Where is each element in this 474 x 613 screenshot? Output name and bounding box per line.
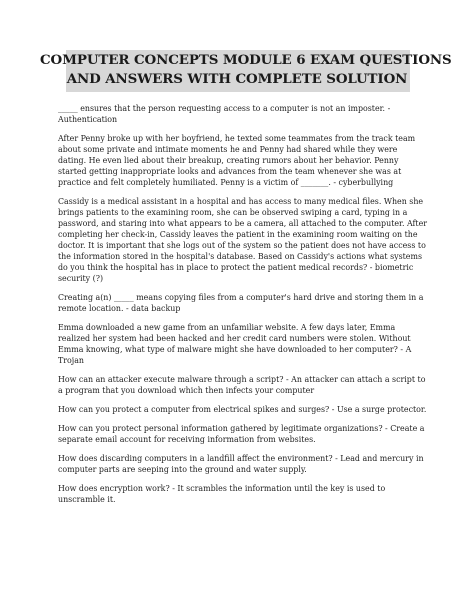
qa-line: remote location. - data backup	[58, 304, 181, 313]
qa-item	[58, 196, 428, 284]
title-line: AND ANSWERS WITH COMPLETE SOLUTION	[66, 71, 408, 87]
qa-line: _____ ensures that the person requesting access to a computer is not an imposter. -	[58, 104, 391, 113]
qa-line: Authentication	[58, 115, 118, 124]
qa-line: brings patients to the examining room, she can be observed swiping a card, typing in a	[58, 208, 408, 217]
qa-line: Cassidy is a medical assistant in a hospital and has access to many medical files. When she	[58, 197, 424, 206]
qa-line: How does encryption work? - It scrambles the information until the key is used to	[58, 484, 386, 493]
qa-item	[58, 322, 420, 366]
qa-line: How does discarding computers in a landfill affect the environment? - Lead and mercury in	[58, 454, 424, 463]
qa-line: password, and staring into what appears to be a camera, all attached to the computer. After	[58, 219, 428, 228]
qa-line: Emma downloaded a new game from an unfamiliar website. A few days later, Emma	[58, 323, 396, 332]
qa-line: unscramble it.	[58, 495, 116, 504]
qa-line: do you think the hospital has in place to protect the patient medical records? - biometric	[58, 263, 414, 272]
qa-line: a program that you download which then infects your computer	[58, 386, 315, 395]
qa-line: Trojan	[58, 356, 85, 365]
qa-line: Creating a(n) _____ means copying files from a computer's hard drive and storing them in a	[58, 293, 424, 302]
qa-item	[58, 404, 427, 415]
page-title	[40, 51, 452, 89]
qa-line: Emma knowing, what type of malware might she have downloaded to her computer? - A	[58, 345, 412, 354]
title-line: COMPUTER CONCEPTS MODULE 6 EXAM QUESTIONS	[40, 52, 452, 68]
qa-line: about some private and intimate moments he and Penny had shared while they were	[58, 145, 398, 154]
qa-line: started getting inappropriate looks and advances from the team whenever she was at	[58, 167, 402, 176]
qa-line: After Penny broke up with her boyfriend, he texted some teammates from the track team	[58, 134, 416, 143]
document-body	[58, 103, 428, 513]
qa-line: computer parts are seeping into the ground and water supply.	[58, 465, 307, 474]
qa-item	[58, 374, 426, 396]
qa-line: How can you protect a computer from electrical spikes and surges? - Use a surge protector.	[58, 405, 427, 414]
qa-item	[58, 483, 420, 505]
qa-line: realized her system had been hacked and her credit card numbers were stolen. Without	[58, 334, 411, 343]
qa-line: practice and felt completely humiliated. Penny is a victim of _______. - cyberbullying	[58, 178, 394, 187]
qa-line: separate email account for receiving information from websites.	[58, 435, 316, 444]
qa-line: How can you protect personal information gathered by legitimate organizations? - Create a	[58, 424, 425, 433]
qa-item	[58, 133, 420, 188]
qa-line: How can an attacker execute malware through a script? - An attacker can attach a script to	[58, 375, 426, 384]
qa-item	[58, 103, 420, 125]
qa-item	[58, 453, 424, 475]
qa-line: dating. He even lied about their breakup, creating rumors about her behavior. Penny	[58, 156, 399, 165]
qa-line: security (?)	[58, 274, 104, 283]
qa-line: the information stored in the hospital's database. Based on Cassidy's actions what systems	[58, 252, 422, 261]
qa-item	[58, 423, 425, 445]
qa-item	[58, 292, 424, 314]
qa-line: completing her check-in, Cassidy leaves the patient in the examining room waiting on the	[58, 230, 418, 239]
qa-line: doctor. It is important that she logs out of the system so the patient does not have access to	[58, 241, 426, 250]
